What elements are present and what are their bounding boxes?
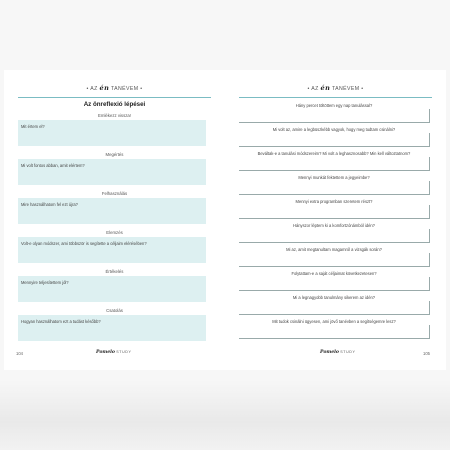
- reflection-box[interactable]: [18, 159, 206, 185]
- section-label: Elemzés: [106, 230, 123, 235]
- answer-box[interactable]: [239, 253, 430, 267]
- question-text: Mi a legnagyobb tanulmány sikerem az idén?: [292, 295, 376, 300]
- header-rule: [239, 97, 432, 98]
- page-header: [18, 84, 211, 96]
- question-text: Mi volt az, amire a legbüszkébb vagyok, hogy meg tudtam csinálni?: [272, 127, 396, 132]
- header-suffix: TANÉVEM •: [330, 86, 364, 92]
- box-question: Hogyan használhatom ezt a tudást később?: [21, 319, 101, 324]
- brand-name: Pomelo: [96, 350, 115, 355]
- answer-box[interactable]: [239, 109, 430, 123]
- reflection-box[interactable]: [18, 198, 206, 224]
- answer-box[interactable]: [239, 229, 430, 243]
- box-question: Mit értem el?: [21, 124, 45, 129]
- answer-box[interactable]: [239, 325, 430, 339]
- page-number: 104: [16, 351, 23, 356]
- answer-box[interactable]: [239, 133, 430, 147]
- header-prefix: • AZ: [307, 86, 321, 92]
- answer-box[interactable]: [239, 181, 430, 195]
- brand-logo: [96, 349, 131, 355]
- question-text: Mi az, amit megtanultam magamról a vizsgák során?: [286, 247, 382, 252]
- page-number: 105: [423, 351, 430, 356]
- header-script: én: [99, 84, 110, 92]
- box-question: Volt-e olyan módszer, ami többször is segítette a céljaim elérésében?: [21, 241, 147, 246]
- header-suffix: TANÉVEM •: [109, 86, 143, 92]
- box-question: Mire használhatom fel ezt újra?: [21, 202, 78, 207]
- question-text: Beváltak-e a tanulási módszereim? Mi volt a leghasznosabb? Min kell változtatnom?: [257, 151, 411, 156]
- brand-sub: STUDY: [116, 350, 132, 354]
- answer-box[interactable]: [239, 205, 430, 219]
- answer-box[interactable]: [239, 301, 430, 315]
- box-question: Mi volt fontos abban, amit elértem?: [21, 163, 85, 168]
- header-prefix: • AZ: [86, 86, 100, 92]
- brand-logo: [320, 349, 355, 355]
- question-text: Hányszor léptem ki a komfortzónámból idén?: [293, 223, 375, 228]
- reflection-box[interactable]: [18, 315, 206, 341]
- header-rule: [18, 97, 211, 98]
- question-text: Mennyi munkát fektettem a jegyeimbe?: [298, 175, 370, 180]
- question-text: Mennyi extra programban szeretem részt?: [295, 199, 373, 204]
- section-label: Értékelés: [105, 269, 124, 274]
- page-header: [239, 84, 432, 96]
- question-text: Hány percet töltöttem egy nap tanulással?: [295, 103, 373, 108]
- page-title: Az önreflexió lépései: [83, 101, 146, 108]
- answer-box[interactable]: [239, 157, 430, 171]
- brand-name: Pomelo: [320, 350, 339, 355]
- reflection-box[interactable]: [18, 120, 206, 146]
- left-page: [4, 70, 225, 370]
- reflection-box[interactable]: [18, 237, 206, 263]
- header-script: én: [320, 84, 331, 92]
- question-text: Folytattam-e a saját céljaimat következetesen?: [291, 271, 377, 276]
- section-label: Megértés: [105, 152, 124, 157]
- reflection-box[interactable]: [18, 276, 206, 302]
- table-surface: [0, 380, 450, 450]
- answer-box[interactable]: [239, 277, 430, 291]
- question-text: Mit tudok csinálni ügyesen, ami jövő tanévben a segítségemre lesz?: [272, 319, 396, 324]
- section-label: Emlékezz vissza!: [98, 113, 131, 118]
- right-page: [225, 70, 446, 370]
- box-question: Mennyire teljesítettem jól?: [21, 280, 69, 285]
- section-label: Csatolás: [106, 308, 123, 313]
- section-label: Felhasználás: [101, 191, 128, 196]
- brand-sub: STUDY: [340, 350, 356, 354]
